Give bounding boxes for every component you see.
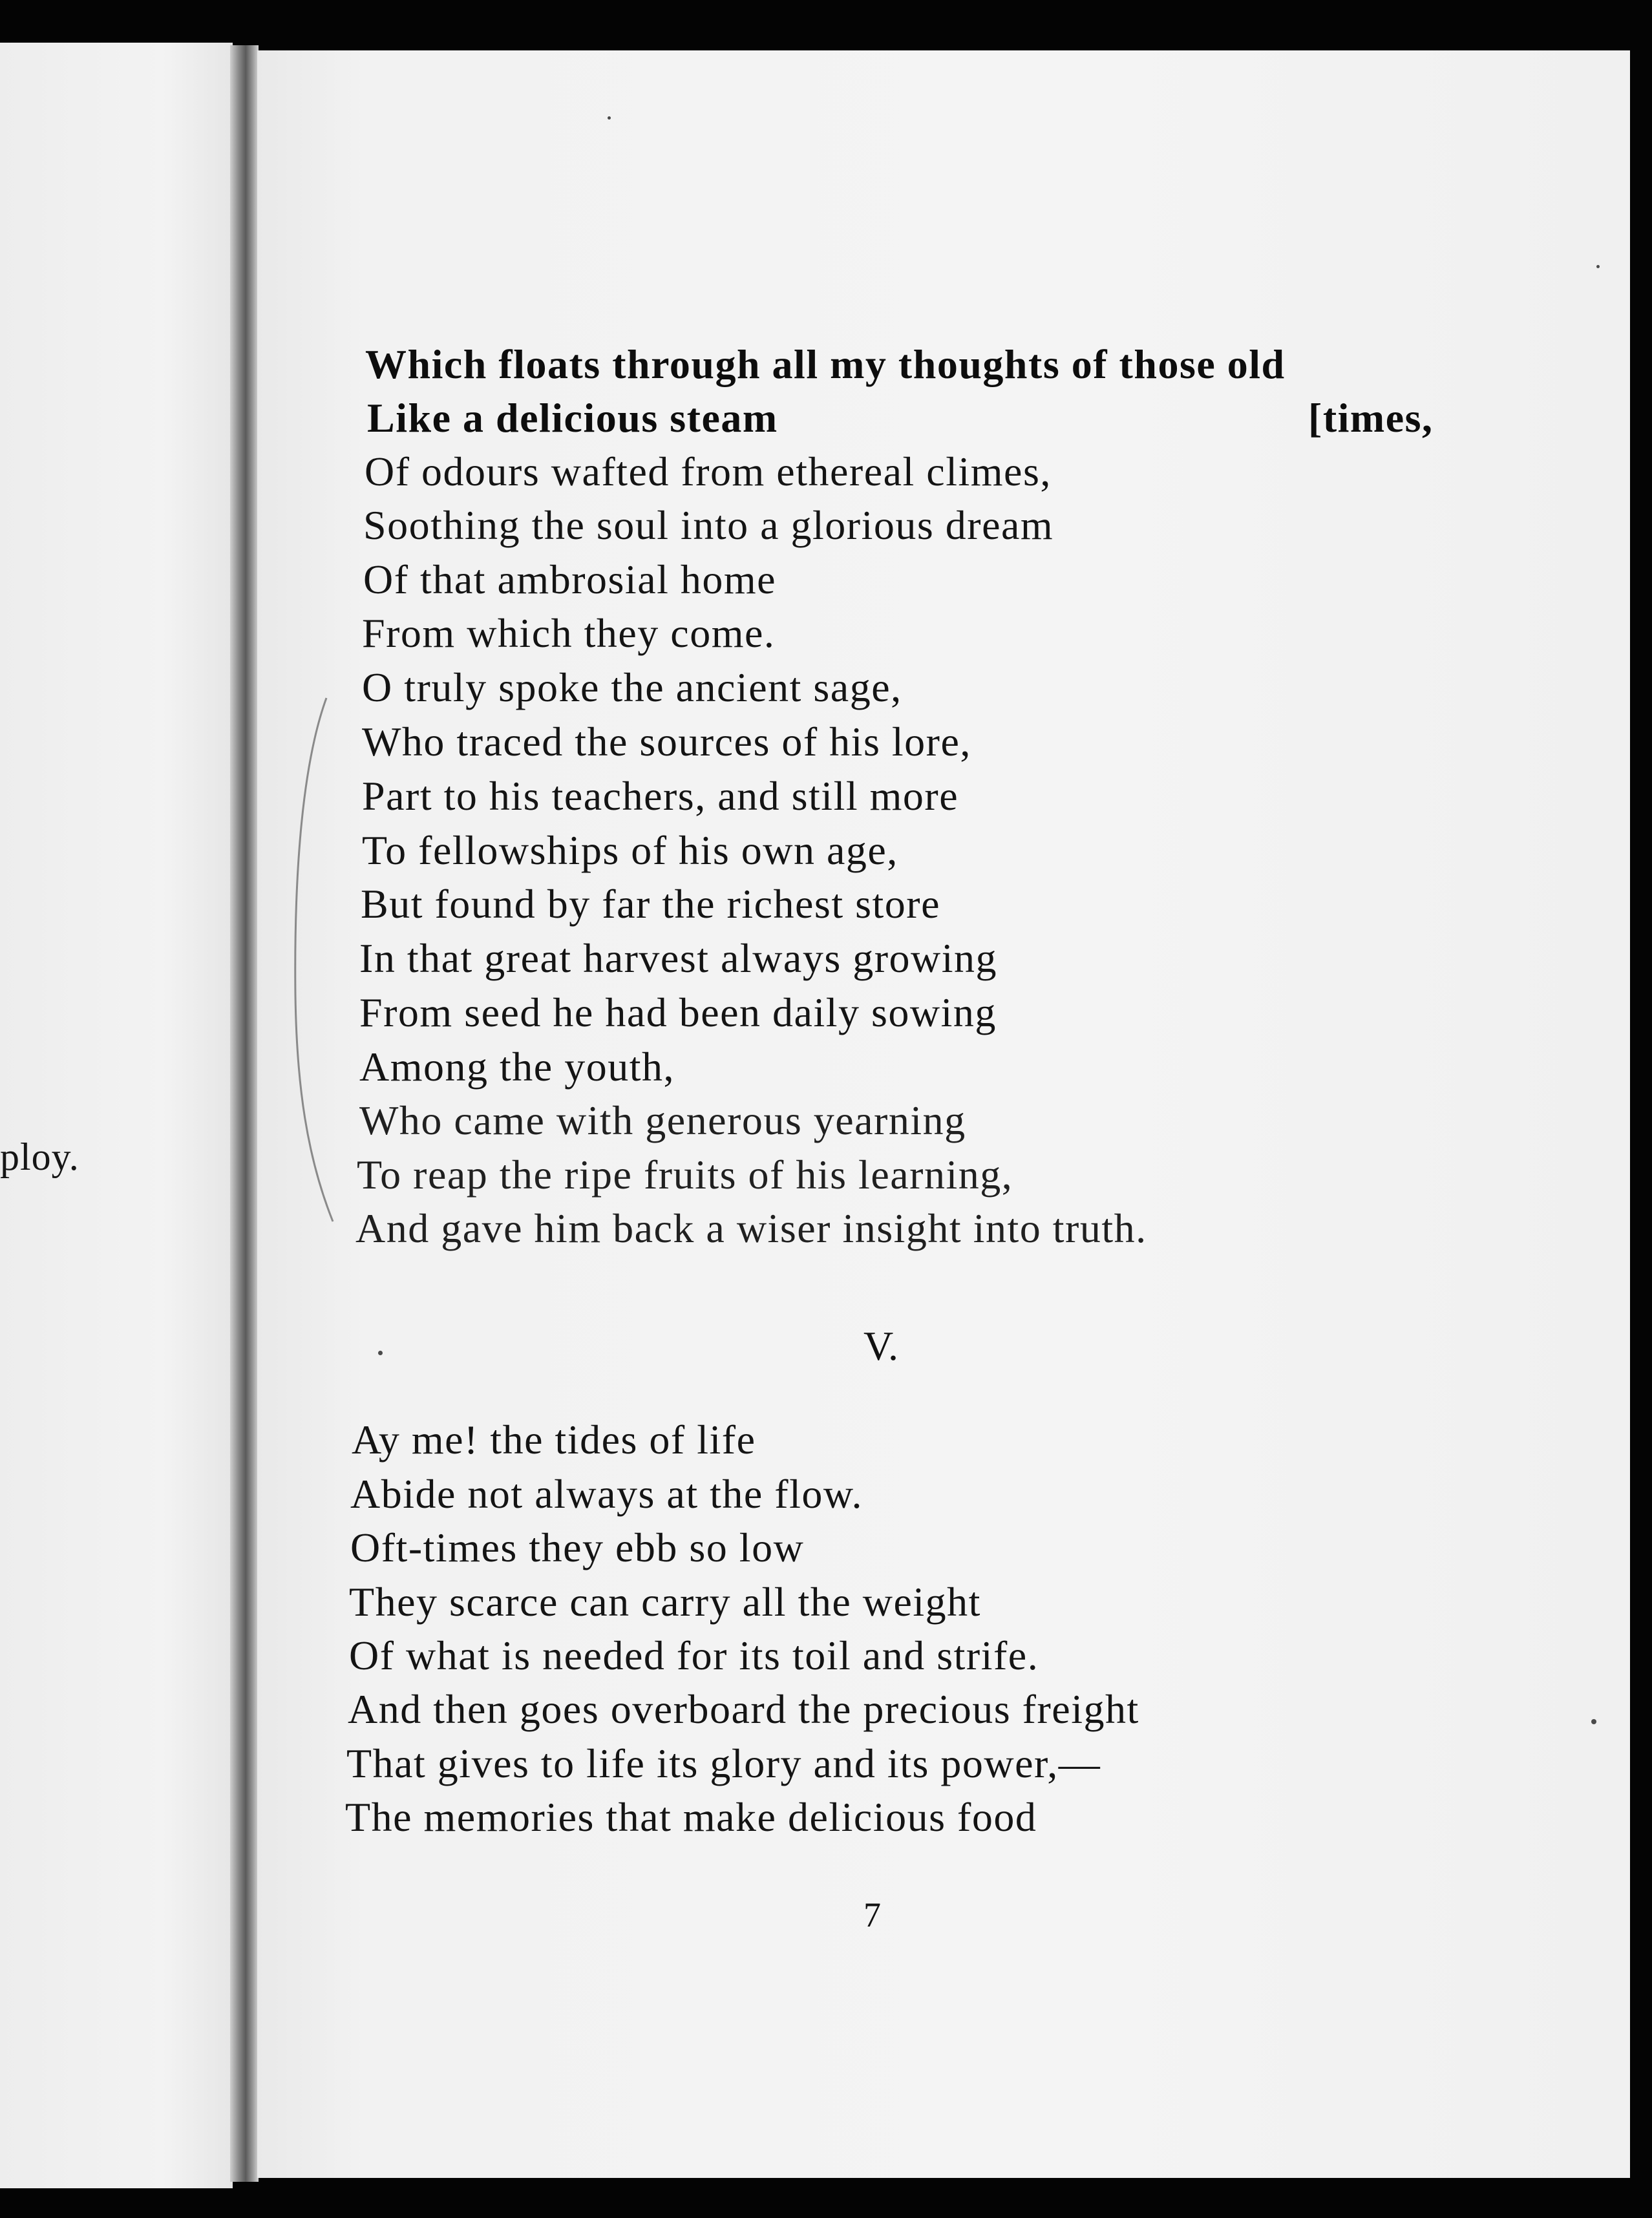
poem-line: Abide not always at the flow. [350,1471,863,1517]
poem-line: Of odours wafted from ethereal climes, [365,449,1052,494]
poem-line: Like a delicious steam [367,395,778,441]
poem-line: Which floats through all my thoughts of those old [365,341,1286,387]
poem-line: To reap the ripe fruits of his learning, [357,1152,1013,1198]
poem-line: Ay me! the tides of life [352,1417,756,1463]
poem-line: In that great harvest always growing [359,935,998,981]
left-page-text-fragment: ploy. [0,1135,79,1178]
poem-line: And gave him back a wiser insight into truth. [355,1205,1147,1251]
paper-speck [608,116,611,120]
paper-speck [1596,265,1600,268]
page-number: 7 [863,1896,881,1934]
poem-line: They scarce can carry all the weight [349,1579,981,1625]
poem-line: From seed he had been daily sowing [359,989,997,1035]
poem-line: Of what is needed for its toil and strife. [349,1632,1039,1678]
paper-speck [378,1351,383,1355]
poem-line: Among the youth, [359,1044,675,1090]
poem-line: From which they come. [362,610,776,656]
section-heading: V. [863,1323,898,1369]
poem-line: Of that ambrosial home [363,556,777,602]
paper-speck [1591,1719,1596,1724]
poem-line: To fellowships of his own age, [362,827,898,873]
poem-line: That gives to life its glory and its power,— [346,1740,1101,1786]
poem-line: O truly spoke the ancient sage, [362,664,902,710]
poem-line: Who traced the sources of his lore, [362,719,971,765]
poem-line: Soothing the soul into a glorious dream [363,502,1054,548]
poem-line: Who came with generous yearning [359,1097,966,1143]
poem-line: The memories that make delicious food [345,1794,1037,1840]
poem-line: But found by far the richest store [361,881,940,927]
poem-line: Part to his teachers, and still more [362,773,959,819]
poem-line-carryover: [times, [1308,395,1434,441]
poem-line: And then goes overboard the precious freight [348,1686,1139,1732]
poem-line: Oft-times they ebb so low [350,1525,805,1570]
